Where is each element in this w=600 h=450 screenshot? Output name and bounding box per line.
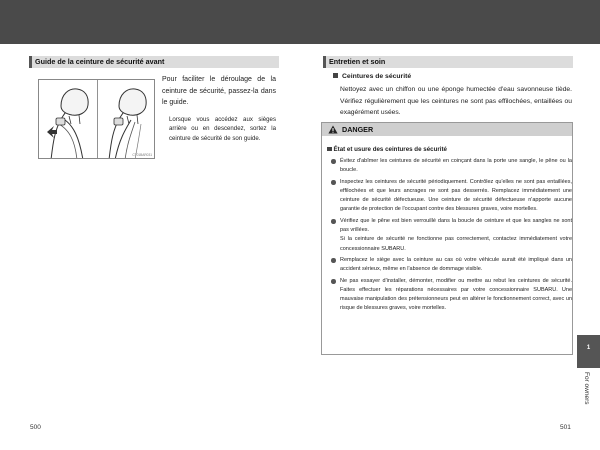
danger-header [322, 123, 572, 136]
square-bullet-icon [333, 73, 338, 78]
danger-item [327, 277, 572, 314]
chapter-side-label: For owners [583, 372, 590, 405]
danger-title [327, 146, 447, 153]
bullet-dot-icon [331, 279, 336, 284]
danger-item-text: Vérifiez que le pêne est bien verrouillé dans la boucle de ceinture et que les sangles ne sont pas vrillées. Si la ceinture de sécurité ne fonctionne pas correctement, contactez immédiatement votre concessionnaire SUBARU. [340, 217, 572, 252]
danger-items [327, 157, 572, 316]
section-title-maintenance: Entretien et soin [323, 56, 573, 68]
bullet-dot-icon [331, 219, 336, 224]
subsection-text: Nettoyez avec un chiffon ou une éponge humectée d'eau savonneuse tiède. Vérifiez régulièrement que les ceintures ne sont pas effilochées, entaillées ou exagérément usées. [340, 86, 572, 116]
seatbelt-guide-drawing [39, 80, 155, 159]
bullet-dot-icon [331, 258, 336, 263]
subsection-heading [333, 73, 411, 80]
chapter-number: 1 [586, 345, 591, 351]
danger-item-text: Évitez d'abîmer les ceintures de sécurité en coinçant dans la porte une sangle, le pêne ou la boucle. [340, 158, 572, 174]
danger-item-text: Inspectez les ceintures de sécurité périodiquement. Contrôlez qu'elles ne sont pas entaillées, effilochées et que leurs ancrages ne sont pas desserrés. Remplacez immédiatement une ceinture de sécurité défectueuse. Une ceinture de sécurité défectueuse n'apporte aucune garantie de protection de l'occupant contre des blessures graves, voire mortelles. [340, 178, 572, 213]
danger-item [327, 157, 572, 176]
bullet-dot-icon [331, 159, 336, 164]
danger-title-text: État et usure des ceintures de sécurité [333, 146, 447, 153]
warning-triangle-icon [328, 125, 338, 134]
danger-item [327, 178, 572, 215]
subsection-title: Ceintures de sécurité [342, 73, 412, 80]
guide-intro-text: Pour faciliter le déroulage de la ceinture de sécurité, passez-la dans le guide. [162, 76, 276, 107]
danger-box [321, 122, 573, 355]
danger-item [327, 217, 572, 254]
illustration-code: CT01BAR031 [132, 153, 152, 157]
section-title-guide: Guide de la ceinture de sécurité avant [29, 56, 279, 68]
danger-item-text: Remplacez le siège avec la ceinture au cas où votre véhicule aurait été impliqué dans un accident sérieux, même en l'absence de dommage visible. [340, 256, 572, 273]
bullet-dot-icon [331, 180, 336, 185]
page-number-right: 501 [560, 424, 571, 431]
danger-item-text: Ne pas essayer d'installer, démonter, modifier ou mettre au rebut les ceintures de sécurité. Faites effectuer les réparations nécessaires par votre concessionnaire SUBARU. Une mauvaise manipulation des prétensionneurs peut en altérer le fonctionnement correct, avec un risque de blessures graves, voire mortelles. [340, 277, 572, 312]
guide-sub-note: Lorsque vous accédez aux sièges arrière ou en descendez, sortez la ceinture de sécurité de son guide. [169, 116, 276, 142]
danger-item [327, 256, 572, 275]
danger-label: DANGER [342, 125, 374, 134]
top-header-bar [0, 0, 600, 44]
square-bullet-icon [327, 147, 332, 152]
chapter-side-tab[interactable] [577, 335, 600, 368]
page-number-left: 500 [30, 424, 41, 431]
seatbelt-guide-illustration [38, 79, 155, 159]
